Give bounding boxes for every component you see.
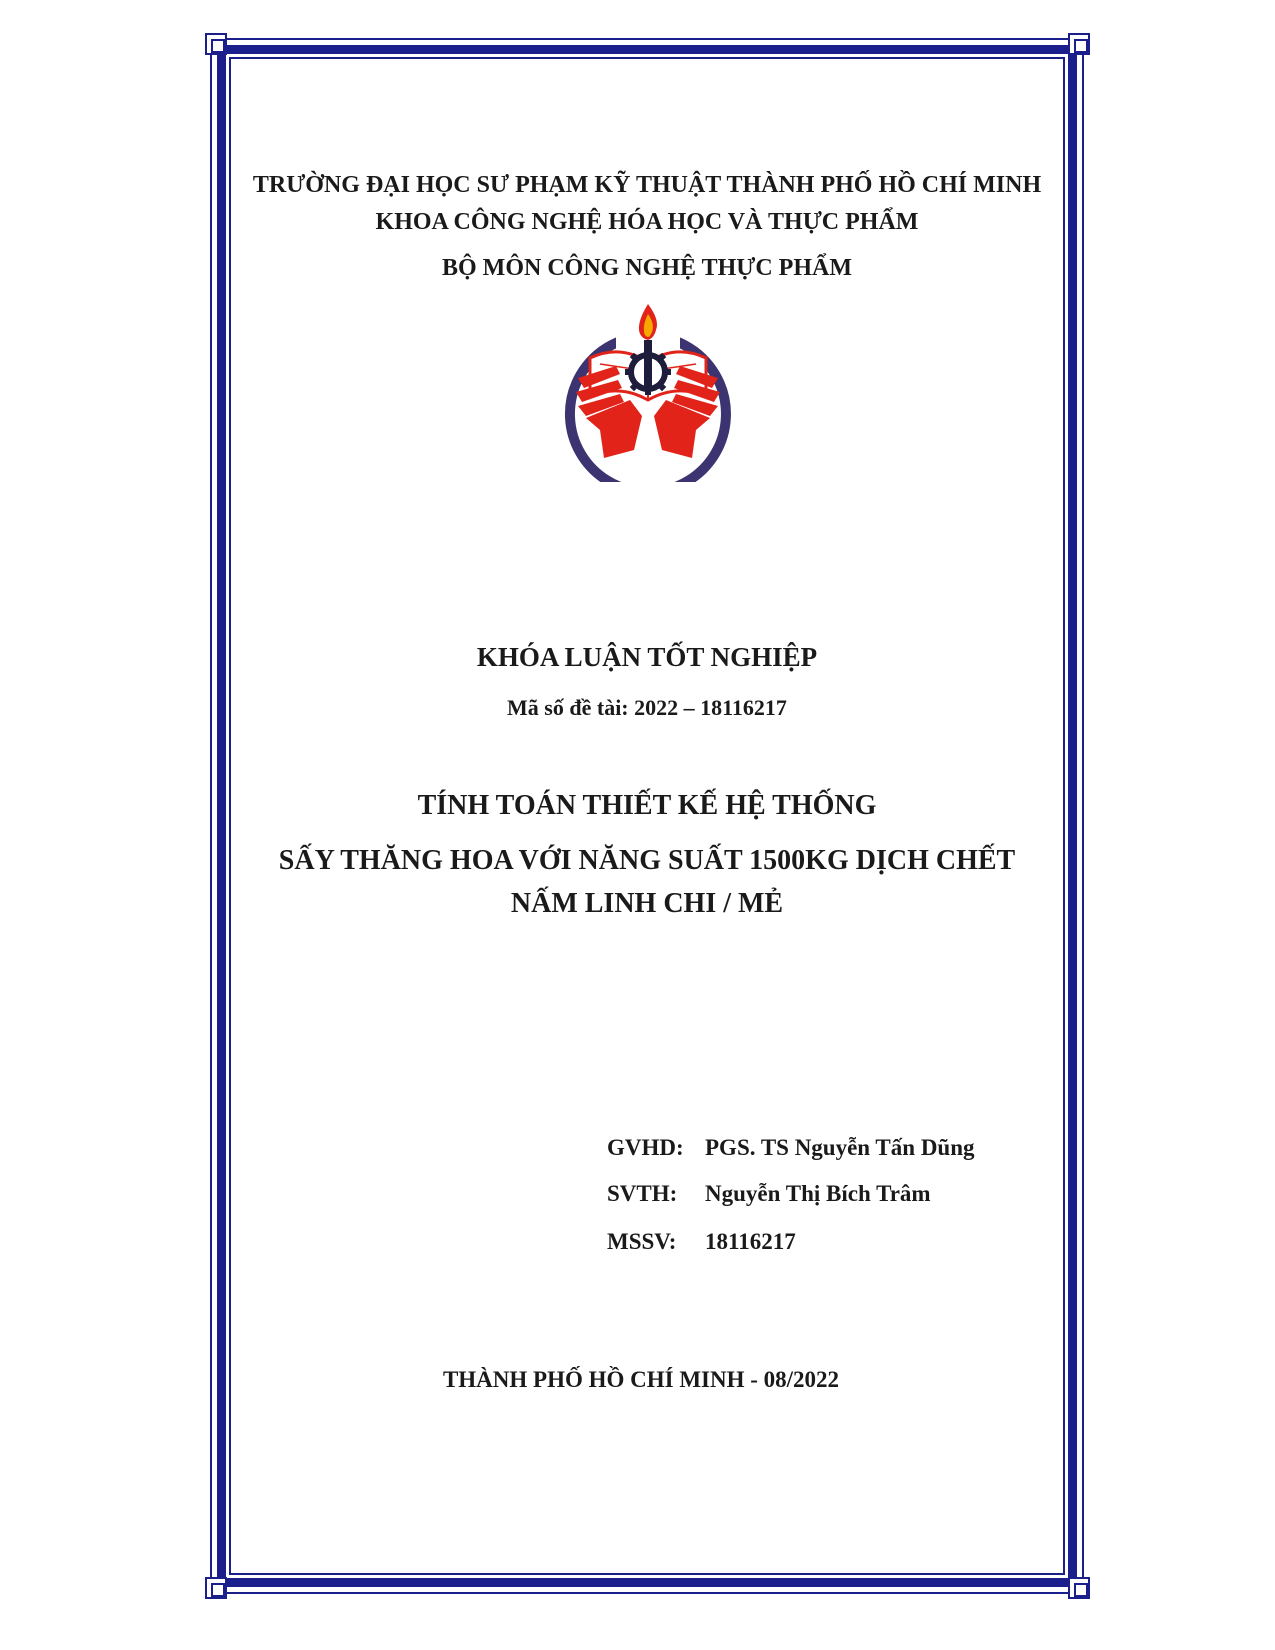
department-name: BỘ MÔN CÔNG NGHỆ THỰC PHẨM [442, 255, 852, 281]
student-id: 18116217 [705, 1229, 796, 1254]
thesis-title-line: TÍNH TOÁN THIẾT KẾ HỆ THỐNG [417, 790, 877, 821]
student-id-label: MSSV: [607, 1229, 677, 1254]
faculty-name: KHOA CÔNG NGHỆ HÓA HỌC VÀ THỰC PHẨM [375, 209, 919, 235]
topic-code: Mã số đề tài: 2022 – 18116217 [507, 695, 787, 720]
student-row [607, 1181, 931, 1207]
thesis-title-line: SẤY THĂNG HOA VỚI NĂNG SUẤT 1500KG DỊCH CHẾT [278, 845, 1016, 876]
student-label: SVTH: [607, 1181, 678, 1206]
advisor-label: GVHD: [607, 1135, 684, 1160]
frame-corner-bottom-left [205, 1577, 227, 1599]
advisor-row [607, 1135, 975, 1161]
university-emblem-icon [560, 300, 736, 482]
student-id-row [607, 1229, 796, 1255]
frame-corner-bottom-right [1068, 1577, 1090, 1599]
student-name: Nguyễn Thị Bích Trâm [705, 1181, 931, 1206]
university-name: TRƯỜNG ĐẠI HỌC SƯ PHẠM KỸ THUẬT THÀNH PHỐ HỒ CHÍ MINH [252, 172, 1042, 198]
frame-corner-top-left [205, 33, 227, 55]
frame-corner-top-right [1068, 33, 1090, 55]
thesis-title-line: NẤM LINH CHI / MẺ [510, 888, 784, 919]
thesis-type: KHÓA LUẬN TỐT NGHIỆP [476, 642, 818, 672]
place-date: THÀNH PHỐ HỒ CHÍ MINH - 08/2022 [442, 1367, 840, 1392]
advisor-name: PGS. TS Nguyễn Tấn Dũng [705, 1135, 975, 1160]
